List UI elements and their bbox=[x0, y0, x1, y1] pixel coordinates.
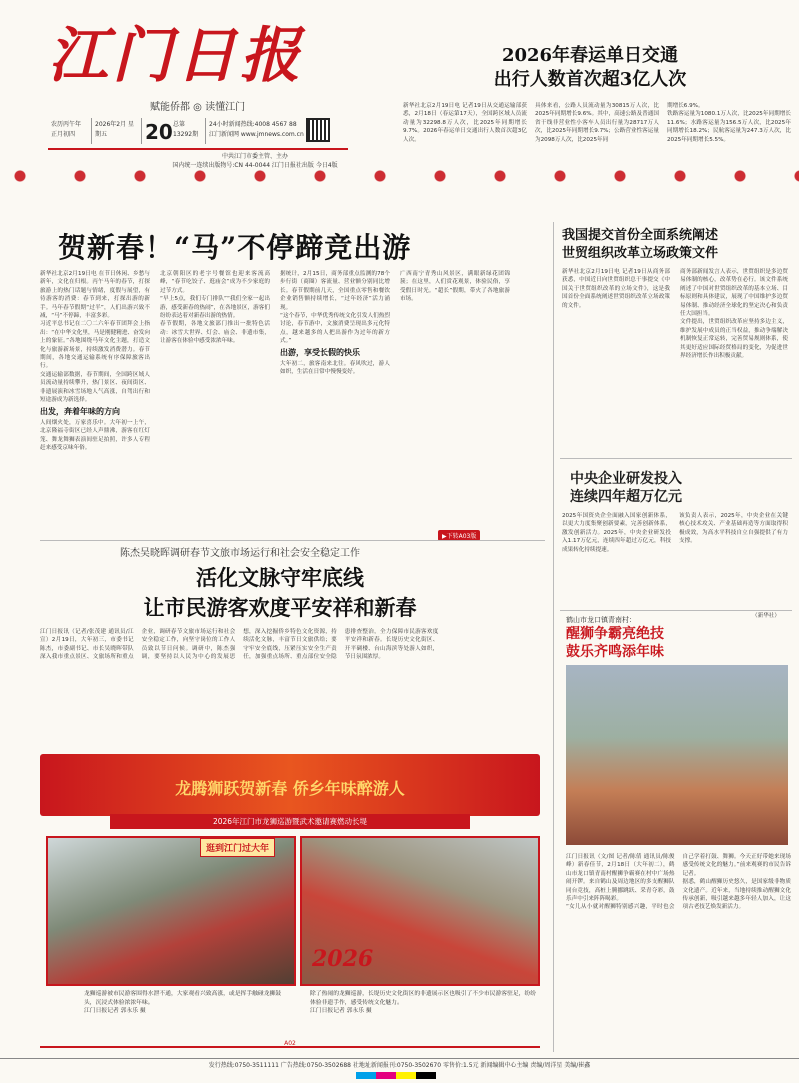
lion-contest-photo bbox=[566, 665, 788, 845]
caption-2-credit: 江门日报记者 郭永乐 摄 bbox=[310, 1008, 372, 1015]
masthead-rule bbox=[48, 148, 348, 150]
lantern-decoration-icon bbox=[0, 170, 799, 188]
publisher-info bbox=[160, 152, 350, 170]
caption-1-text: 龙狮巡游被市民游客围得水泄不通，大家观看兴致高涨，或是挥手触碰龙狮鼓头，沉浸式体验浓浓年味。 bbox=[84, 991, 282, 1006]
mid-headline bbox=[80, 563, 480, 623]
lion-contest-label: 鹤山市龙口镇青南村： bbox=[566, 616, 636, 624]
lion-contest-line2: 鼓乐齐鸣添年味 bbox=[566, 644, 664, 660]
lion-parade-photo bbox=[46, 836, 296, 986]
masthead bbox=[0, 0, 799, 180]
main-p8: 据统计，2月15日，商务部重点监测的78个步行街（商圈）客流量、营业额分别同比增长。春节假期前几天，全国重点零售和餐饮企业销售额持续增长，“过年经济”活力涌现。 bbox=[280, 271, 390, 311]
main-p4: 北京朝阳区的老字号餐馆也迎来客流高峰，“春节吃饺子、逛庙会”成为不少家庭的过节方式。 bbox=[160, 271, 270, 294]
lion-special-subtitle: 2026年江门市龙狮巡游暨武术邀请赛燃动长堤 bbox=[110, 814, 470, 829]
main-col4 bbox=[400, 270, 510, 525]
soe-headline-line2: 连续四年超万亿元 bbox=[570, 489, 682, 505]
footer: 发行热线:0750-3511111 广告热线:0750-3502688 社地址新闻报刊:0750-3502670 零售价:1.5元 新闻编辑中心主编 责编/周洋星 美编/崔鑫 bbox=[0, 1058, 799, 1083]
qr-code-icon bbox=[306, 118, 330, 142]
lion-contest-body: 江门日报讯（文/图 记者/陈倩 通讯员/陈俊峰）新春佳节，2月18日（大年初二），鹤山市龙口镇青南村醒狮争霸赛在村中广场热闹开锣。来自鹤山及周边地区的多支醒狮队同台竞技，高桩上腾挪跳跃、采青夺彩，鼓乐声中引来阵阵喝彩。 “女儿从小就对醒狮特别感兴趣，平时也会自己学着打鼓、舞狮。今天正好带她来现场感受传统文化的魅力。”前来观赛的市民告诉记者。 据悉，鹤山醒狮历史悠久，是国家级非物质文化遗产。近年来，当地持续推动醒狮文化传承创新，吸引越来越多年轻人加入，让这项古老技艺焕发新活力。 bbox=[566, 854, 791, 911]
main-p3: 人间烟火处，万家喜乐中。大年初一上午，北京隆福寺街区已经人声鼎沸，游客在红灯笼、舞龙舞狮表演间驻足拍照，许多人专程赶来感受京味年俗。 bbox=[40, 419, 150, 452]
wto-headline bbox=[562, 227, 772, 263]
main-headline: 贺新春！“马”不停蹄竞出游 bbox=[58, 231, 412, 264]
page-mark: A02 bbox=[40, 1040, 540, 1048]
main-p10: 广西南宁青秀山风景区，满眼新绿花团锦簇；在这里，人们赏花观景，体验民俗，享受假日时光。“超长”假期，带火了各地旅游市场。 bbox=[400, 271, 510, 303]
cn-code: 国内统一连续出版物号:CN 44-0044 江门日报社出版 今日4版 bbox=[172, 162, 338, 169]
year-art: 2026 bbox=[312, 946, 374, 972]
top-headline-line1: 2026年春运单日交通 bbox=[501, 45, 679, 66]
main-col3 bbox=[280, 270, 390, 540]
main-p6: 春节假期，各地文旅部门推出一批特色活动：冰雪大世界、灯会、庙会、非遗市集，让游客在体验中感受浓浓年味。 bbox=[160, 321, 270, 345]
soe-text: 2025年国资央企全面融入国家创新体系，以更大力度集聚创新要素，完善创新体系，激发创新活力。2025年，中央企业研发投入1.17万亿元，连续四年超过万亿元，科技成果转化持续提速。 该负责人表示，2025年，中央企业在关键核心技术攻关、产业基础再造等方面取得积极成效，为高水平科技自立自强提供了有力支撑。 bbox=[562, 513, 788, 553]
main-lead: 新华社北京2月19日电 在节日休闲、乡愁与新年，文化在归根。丙午马年的春节，打探旅游上的热门话题与情绪，度假与展望，有待游客的消费：春节到来，打探出游的新手。马年春节假期“过半”，人们出游兴致不减，“马”不停蹄，丰富多彩。 bbox=[40, 271, 150, 320]
section-divider bbox=[40, 540, 545, 541]
top-headline bbox=[420, 44, 760, 92]
lion-special-title: 龙腾狮跃贺新春 侨乡年味醉游人 bbox=[175, 779, 405, 798]
lion-contest-headline bbox=[566, 615, 776, 661]
main-col1 bbox=[40, 270, 150, 540]
top-story-body bbox=[403, 102, 793, 164]
top-story-col2: 具体来看，公路人员流动量为30815万人次，比2025年同期增长9.6%。其中，高速公路及普通国省干线非营业性小客车人员出行量为28717万人次，比2025年同期增长9.7%；公路营业性客运量为2098万人次，比2025年同 bbox=[535, 103, 659, 143]
publisher: 中共江门市委主管、主办 bbox=[221, 153, 288, 160]
main-p2: 交通运输部数据，春节期间，全国跨区域人员流动量持续攀升，热门景区、夜间街区、非遗展演和冰雪场地人气高涨，自驾出行和短途游成为新选择。 bbox=[40, 371, 150, 404]
main-subhead1: 出发，奔着年味的方向 bbox=[40, 406, 120, 416]
main-story-body bbox=[40, 270, 515, 540]
mid-story-body: 江门日报讯（记者/张茂建 通讯员/江宣）2月19日，大年初三，市委书记陈杰，市委副书记、市长吴晓晖带队深入我市重点景区、文旅场所和重点企业，调研春节文旅市场运行和社会安全稳定工作，向坚守岗位的工作人员致以节日问候。调研中，陈杰强调，要坚持以人民为中心的发展思想，深入挖掘侨乡特色文化资源，持续活化文脉，丰富节日文旅供给；要守牢安全底线，压紧压实安全生产责任，加强重点场所、重点部位安全隐患排查整治，全力保障市民游客欢度平安祥和新春。长堤历史文化街区、开平碉楼、台山海滨等处游人如织，节日氛围浓厚。 bbox=[40, 629, 439, 661]
festival-stamp: 逛到江门过大年 bbox=[200, 838, 275, 857]
column-divider bbox=[553, 222, 554, 1052]
newspaper-logo: 江门日报 bbox=[48, 21, 304, 91]
top-headline-line2: 出行人数首次超3亿人次 bbox=[493, 69, 687, 90]
soe-headline-line1: 中央企业研发投入 bbox=[570, 471, 682, 487]
caption-2-text: 除了热闹的龙狮巡游，长堤历史文化街区的非遗展示区也吸引了不少市民游客驻足，纷纷体验非遗手作，感受传统文化魅力。 bbox=[310, 991, 537, 1006]
soe-credit: （新华社） bbox=[752, 613, 780, 619]
section-divider bbox=[560, 458, 792, 459]
print-color-bars bbox=[356, 1072, 436, 1079]
wto-col1: 新华社北京2月19日电 记者19日从商务部获悉，中国近日向世贸组织总干事提交《中国关于世贸组织改革的立场文件》，这是我国首份全面系统阐述世贸组织改革立场政策的文件。 bbox=[562, 269, 670, 309]
day-number: 20 bbox=[145, 120, 173, 144]
wto-headline-line1: 我国提交首份全面系统阐述 bbox=[562, 228, 719, 243]
section-divider bbox=[560, 610, 792, 611]
wto-headline-line2: 世贸组织改革立场政策文件 bbox=[562, 246, 719, 261]
main-p9: “这个春节，中华优秀传统文化引发人们热烈讨论，春节游中，文旅消费呈现出多元化特点，越来越多的人把出游作为过年的新方式。” bbox=[280, 313, 390, 345]
caption-1 bbox=[84, 990, 284, 1016]
lion-contest-line1: 醒狮争霸亮绝技 bbox=[566, 626, 664, 642]
mid-intro: 陈杰吴晓晖调研春节文旅市场运行和社会安全稳定工作 bbox=[120, 548, 360, 559]
top-story-col3: 期增长6.9%。 铁路客运量为1080.1万人次，比2025年同期增长11.6%；水路客运量为156.5万人次，比2025年同期增长18.2%；民航客运量为247.3万人次，比2025年同期增长5.5%。 bbox=[667, 103, 791, 143]
wto-body bbox=[562, 268, 792, 448]
slogan: 赋能侨都 ◎ 读懂江门 bbox=[150, 102, 246, 113]
main-p1: 习近平总书记在二〇二六年春节团拜会上指出：“在中华文化里，马是刚健精进、奋发向上的象征。”各地围绕马年文化主题，打造文化与旅游新场景，持续激发消费潜力。春节期间，各地交通运输系统有序保障旅客出行。 bbox=[40, 321, 150, 370]
website: 江门新闻网 www.jmnews.com.cn bbox=[209, 131, 304, 138]
meta-bar bbox=[48, 118, 348, 144]
issue-label: 总第 13292期 bbox=[170, 118, 206, 144]
soe-headline bbox=[570, 470, 770, 506]
mid-headline-line1: 活化文脉守牢底线 bbox=[196, 565, 364, 590]
wto-col2: 商务部新闻发言人表示，世贸组织是多边贸易体制的核心，改革势在必行。该文件系统阐述了中国对世贸组织改革的基本立场、目标原则和具体建议，展现了中国维护多边贸易体制、推动经济全球化的坚定决心和负责任大国担当。 文件提出，世贸组织改革应坚持多边主义，维护发展中成员的正当权益，推动争端解决机制恢复正常运转，完善贸易规则体系，使其更好适应国际经贸格局的变化，为促进世界经济增长作出积极贡献。 bbox=[680, 269, 788, 360]
main-col2 bbox=[160, 270, 270, 540]
main-p7: 大年初二，旅客南来北往。春风吹过，游人如织，生活在日常中慢慢变好。 bbox=[280, 361, 390, 376]
hotline-text: 24小时新闻热线:4008 4567 88 bbox=[209, 121, 297, 128]
main-p5: “早上5点，我们专门排队”“我们全家一起出游，感受新春的热闹”，在各地景区，游客们纷纷表达着对新春出游的热情。 bbox=[160, 296, 270, 320]
caption-1-credit: 江门日报记者 郭永乐 摄 bbox=[84, 1008, 146, 1015]
jump-link[interactable]: ▶下转A03版 bbox=[438, 530, 480, 541]
lunar-date: 农历丙午年 正月初四 bbox=[48, 118, 92, 144]
mid-headline-line2: 让市民游客欢度平安祥和新春 bbox=[143, 595, 417, 620]
date: 2026年2月 星期五 bbox=[92, 118, 142, 144]
top-story-col1: 新华社北京2月19日电 记者19日从交通运输部获悉，2月18日（春运第17天），全国跨区域人员流动量为32298.8万人次，比2025年同期增长9.7%。2026年春运单日交通出行人数首次超3亿人次。 bbox=[403, 103, 527, 143]
caption-2 bbox=[310, 990, 540, 1016]
main-subhead2: 出游，享受长假的快乐 bbox=[280, 347, 360, 357]
soe-body bbox=[562, 512, 792, 622]
